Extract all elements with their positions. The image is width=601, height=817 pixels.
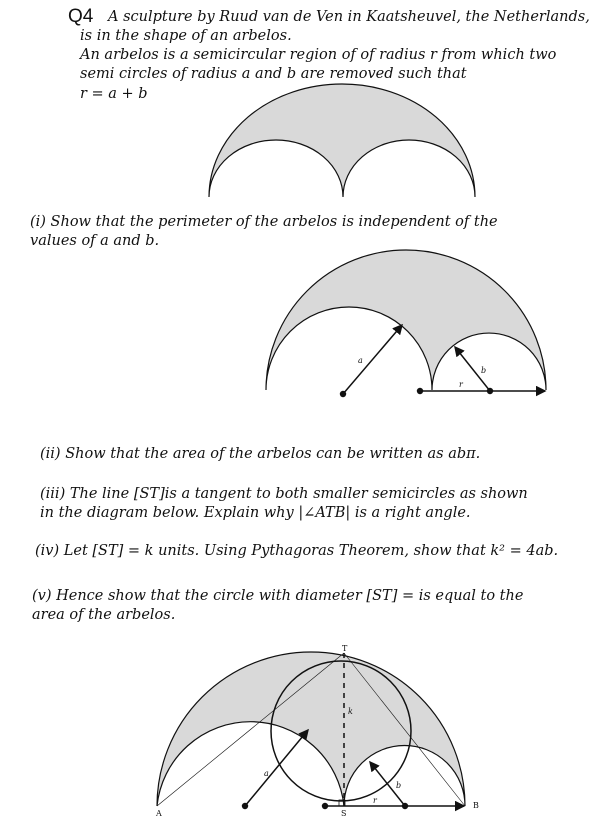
label-b-point: B (473, 801, 479, 810)
label-r: r (373, 796, 377, 805)
part-v-line-2: area of the arbelos. (32, 607, 176, 623)
label-b: b (396, 781, 402, 790)
label-k: k (348, 707, 353, 716)
label-t: T (342, 644, 348, 653)
part-iii-line-2: in the diagram below. Explain why |∠ATB| is a right angle. (40, 505, 471, 521)
part-iv-line-1: (iv) Let [ST] = k units. Using Pythagoras Theorem, show that k² = 4ab. (35, 543, 559, 559)
label-a-point: A (156, 809, 162, 817)
arbelos-shape-3 (157, 652, 465, 806)
part-iii-line-1: (iii) The line [ST]is a tangent to both smaller semicircles as shown (40, 486, 528, 502)
intro-line-4: semi circles of radius a and b are removed such that (80, 66, 467, 82)
label-s: S (341, 809, 347, 817)
part-ii-line-1: (ii) Show that the area of the arbelos can be written as abπ. (40, 446, 481, 462)
label-a: a (358, 356, 363, 365)
intro-line-2: is in the shape of an arbelos. (80, 28, 292, 44)
part-i-line-2: values of a and b. (30, 233, 160, 249)
intro-line-1: A sculpture by Ruud van de Ven in Kaatsheuvel, the Netherlands, (108, 9, 590, 25)
radius-a-arrow (245, 730, 308, 806)
center-point-r (322, 803, 328, 809)
question-number: Q4 (68, 6, 94, 27)
intro-line-3: An arbelos is a semicircular region of of radius r from which two (80, 47, 557, 63)
label-b: b (481, 366, 487, 375)
intro-line-5: r = a + b (80, 86, 148, 102)
center-point-a (242, 803, 248, 809)
center-point-b (402, 803, 408, 809)
label-a: a (264, 769, 269, 778)
label-r: r (459, 380, 463, 389)
part-i-line-1: (i) Show that the perimeter of the arbelos is independent of the (30, 214, 498, 230)
part-v-line-1: (v) Hence show that the circle with diameter [ST] = is equal to the (32, 588, 524, 604)
